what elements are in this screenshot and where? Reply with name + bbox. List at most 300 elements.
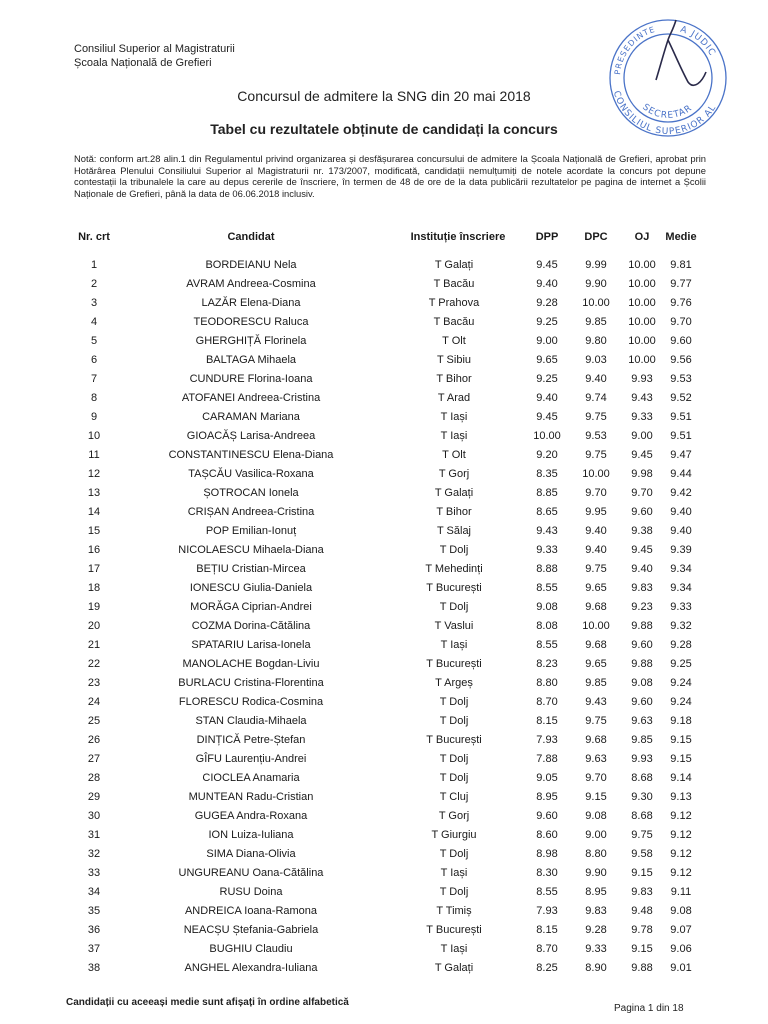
cell-candidate: STAN Claudia-Mihaela (195, 715, 307, 727)
cell-dpp: 9.40 (536, 392, 558, 404)
cell-dpc: 9.83 (585, 905, 607, 917)
table-row (0, 276, 768, 295)
column-header-candidate: Candidat (227, 231, 275, 243)
cell-dpc: 9.75 (585, 715, 607, 727)
cell-dpp: 8.60 (536, 829, 558, 841)
cell-nr: 31 (87, 829, 101, 841)
cell-dpp: 9.25 (536, 373, 558, 385)
cell-candidate: GÎFU Laurențiu-Andrei (195, 753, 307, 765)
cell-candidate: ATOFANEI Andreea-Cristina (181, 392, 321, 404)
cell-oj: 9.85 (631, 734, 653, 746)
cell-institution: T Gorj (438, 810, 470, 822)
legal-note: Notă: conform art.28 alin.1 din Regulamentul privind organizarea și desfășurarea concursului de admitere la Școala Națională de Grefieri, aprobat prin Hotărârea Plenului Consiliului Superior al Magistraturii nr. 173/2007, modificată, candidații nemulțumiți de notele acordate la concurs pot depune contestații la tribunalele la care au depus cererile de înscriere, în termen de 48 de ore de la data publicării rezultatelor pe pagina de internet a Școlii Naționale de Grefieri, până la data de 06.06.2018 inclusiv. (74, 153, 706, 200)
cell-dpp: 8.80 (536, 677, 558, 689)
cell-candidate: ION Luiza-Iuliana (208, 829, 294, 841)
column-header-medie: Medie (665, 231, 697, 243)
cell-oj: 9.43 (631, 392, 653, 404)
table-row (0, 789, 768, 808)
cell-medie: 9.12 (670, 848, 692, 860)
cell-institution: T Cluj (439, 791, 469, 803)
table-row (0, 333, 768, 352)
cell-dpp: 9.45 (536, 259, 558, 271)
cell-medie: 9.60 (670, 335, 692, 347)
cell-nr: 1 (90, 259, 98, 271)
cell-candidate: ANDREICA Ioana-Ramona (184, 905, 318, 917)
cell-medie: 9.13 (670, 791, 692, 803)
cell-oj: 9.93 (631, 753, 653, 765)
cell-dpc: 9.43 (585, 696, 607, 708)
footer-note: Candidații cu aceeași medie sunt afișați în ordine alfabetică (66, 997, 349, 1008)
cell-candidate: UNGUREANU Oana-Cătălina (178, 867, 324, 879)
cell-nr: 18 (87, 582, 101, 594)
cell-medie: 9.39 (670, 544, 692, 556)
cell-oj: 10.00 (628, 278, 656, 290)
cell-institution: T Giurgiu (431, 829, 477, 841)
cell-candidate: GUGEA Andra-Roxana (194, 810, 308, 822)
cell-medie: 9.24 (670, 696, 692, 708)
cell-medie: 9.53 (670, 373, 692, 385)
cell-oj: 9.63 (631, 715, 653, 727)
cell-institution: T Dolj (439, 544, 469, 556)
cell-institution: T Timiș (436, 905, 472, 917)
cell-institution: T Vaslui (434, 620, 474, 632)
cell-medie: 9.56 (670, 354, 692, 366)
cell-oj: 8.68 (631, 810, 653, 822)
cell-nr: 14 (87, 506, 101, 518)
cell-dpp: 8.15 (536, 715, 558, 727)
cell-institution: T Arad (437, 392, 471, 404)
cell-candidate: SPATARIU Larisa-Ionela (191, 639, 311, 651)
cell-dpc: 9.15 (585, 791, 607, 803)
cell-dpc: 9.08 (585, 810, 607, 822)
cell-candidate: TAȘCĂU Vasilica-Roxana (188, 468, 314, 480)
table-row (0, 675, 768, 694)
cell-oj: 9.88 (631, 658, 653, 670)
cell-candidate: RUSU Doina (219, 886, 283, 898)
table-row (0, 884, 768, 903)
cell-nr: 6 (90, 354, 98, 366)
cell-candidate: CARAMAN Mariana (202, 411, 300, 423)
cell-oj: 9.75 (631, 829, 653, 841)
cell-dpc: 9.90 (585, 867, 607, 879)
cell-candidate: BEȚIU Cristian-Mircea (196, 563, 306, 575)
cell-oj: 9.40 (631, 563, 653, 575)
cell-institution: T Dolj (439, 753, 469, 765)
cell-nr: 24 (87, 696, 101, 708)
cell-dpc: 9.75 (585, 411, 607, 423)
institution-header (74, 42, 235, 70)
table-row (0, 656, 768, 675)
cell-nr: 15 (87, 525, 101, 537)
cell-oj: 9.45 (631, 449, 653, 461)
cell-dpp: 8.55 (536, 886, 558, 898)
cell-dpp: 8.70 (536, 943, 558, 955)
cell-oj: 9.83 (631, 886, 653, 898)
cell-oj: 9.15 (631, 943, 653, 955)
table-title: Tabel cu rezultatele obținute de candidați la concurs (210, 121, 558, 137)
cell-dpp: 8.98 (536, 848, 558, 860)
cell-oj: 9.98 (631, 468, 653, 480)
cell-dpp: 8.55 (536, 582, 558, 594)
cell-medie: 9.51 (670, 411, 692, 423)
cell-candidate: AVRAM Andreea-Cosmina (186, 278, 316, 290)
cell-oj: 10.00 (628, 335, 656, 347)
stamp-text-mid-span: SECRETAR (640, 102, 695, 121)
cell-candidate: NICOLAESCU Mihaela-Diana (178, 544, 324, 556)
cell-dpc: 9.40 (585, 525, 607, 537)
cell-dpp: 8.08 (536, 620, 558, 632)
table-row (0, 504, 768, 523)
cell-nr: 10 (87, 430, 101, 442)
cell-dpc: 9.53 (585, 430, 607, 442)
cell-institution: T Dolj (439, 886, 469, 898)
cell-oj: 9.08 (631, 677, 653, 689)
cell-institution: T Olt (442, 449, 466, 461)
stamp-text-left-span: PRESEDINTE (613, 24, 657, 76)
cell-dpc: 8.80 (585, 848, 607, 860)
cell-candidate: CUNDURE Florina-Ioana (189, 373, 313, 385)
cell-dpc: 9.75 (585, 563, 607, 575)
page-number: Pagina 1 din 18 (614, 1003, 684, 1014)
cell-oj: 10.00 (628, 354, 656, 366)
cell-nr: 27 (87, 753, 101, 765)
cell-nr: 21 (87, 639, 101, 651)
cell-oj: 9.58 (631, 848, 653, 860)
cell-oj: 9.88 (631, 962, 653, 974)
cell-oj: 9.83 (631, 582, 653, 594)
cell-dpc: 9.40 (585, 544, 607, 556)
cell-candidate: MUNTEAN Radu-Cristian (188, 791, 314, 803)
cell-candidate: CIOCLEA Anamaria (202, 772, 300, 784)
cell-nr: 7 (90, 373, 98, 385)
cell-institution: T Argeș (435, 677, 473, 689)
table-row (0, 922, 768, 941)
cell-nr: 2 (90, 278, 98, 290)
cell-dpc: 9.68 (585, 734, 607, 746)
cell-dpc: 9.28 (585, 924, 607, 936)
cell-nr: 29 (87, 791, 101, 803)
cell-institution: T Galați (434, 962, 474, 974)
cell-institution: T București (426, 658, 482, 670)
cell-oj: 9.38 (631, 525, 653, 537)
cell-medie: 9.34 (670, 563, 692, 575)
cell-candidate: FLORESCU Rodica-Cosmina (178, 696, 324, 708)
cell-dpp: 7.88 (536, 753, 558, 765)
table-row (0, 485, 768, 504)
cell-candidate: MANOLACHE Bogdan-Liviu (182, 658, 320, 670)
cell-dpc: 10.00 (582, 297, 610, 309)
cell-nr: 38 (87, 962, 101, 974)
cell-medie: 9.28 (670, 639, 692, 651)
cell-dpp: 9.25 (536, 316, 558, 328)
cell-dpp: 8.88 (536, 563, 558, 575)
cell-medie: 9.70 (670, 316, 692, 328)
cell-dpp: 9.00 (536, 335, 558, 347)
cell-dpc: 9.03 (585, 354, 607, 366)
cell-candidate: IONESCU Giulia-Daniela (189, 582, 313, 594)
cell-medie: 9.14 (670, 772, 692, 784)
table-row (0, 941, 768, 960)
cell-dpp: 9.43 (536, 525, 558, 537)
stamp-inner-ring (624, 34, 712, 122)
table-row (0, 409, 768, 428)
table-row (0, 523, 768, 542)
institution-line-2: Școala Națională de Grefieri (74, 57, 212, 69)
cell-dpp: 8.30 (536, 867, 558, 879)
cell-institution: T Bihor (436, 373, 472, 385)
cell-oj: 10.00 (628, 259, 656, 271)
cell-dpc: 9.65 (585, 582, 607, 594)
cell-dpc: 9.68 (585, 601, 607, 613)
cell-dpp: 9.65 (536, 354, 558, 366)
cell-oj: 9.70 (631, 487, 653, 499)
cell-candidate: NEACȘU Ștefania-Gabriela (183, 924, 319, 936)
cell-dpp: 9.28 (536, 297, 558, 309)
cell-dpc: 9.99 (585, 259, 607, 271)
cell-dpp: 9.05 (536, 772, 558, 784)
cell-medie: 9.15 (670, 753, 692, 765)
cell-dpc: 8.90 (585, 962, 607, 974)
cell-medie: 9.12 (670, 810, 692, 822)
cell-institution: T Dolj (439, 848, 469, 860)
cell-dpc: 9.75 (585, 449, 607, 461)
table-row (0, 580, 768, 599)
cell-nr: 35 (87, 905, 101, 917)
cell-medie: 9.24 (670, 677, 692, 689)
cell-nr: 22 (87, 658, 101, 670)
cell-nr: 4 (90, 316, 98, 328)
table-row (0, 428, 768, 447)
table-row (0, 827, 768, 846)
cell-dpp: 8.95 (536, 791, 558, 803)
cell-nr: 34 (87, 886, 101, 898)
cell-medie: 9.76 (670, 297, 692, 309)
cell-dpp: 9.08 (536, 601, 558, 613)
cell-dpp: 8.23 (536, 658, 558, 670)
cell-nr: 28 (87, 772, 101, 784)
cell-candidate: BUGHIU Claudiu (209, 943, 293, 955)
cell-dpp: 8.15 (536, 924, 558, 936)
cell-oj: 9.23 (631, 601, 653, 613)
cell-institution: T Iași (440, 430, 468, 442)
stamp-text-top-span: A JUDIC (678, 24, 718, 59)
cell-candidate: POP Emilian-Ionuț (205, 525, 297, 537)
cell-dpc: 9.95 (585, 506, 607, 518)
cell-dpc: 9.74 (585, 392, 607, 404)
cell-oj: 10.00 (628, 297, 656, 309)
cell-candidate: COZMA Dorina-Cătălina (191, 620, 311, 632)
cell-candidate: CRIȘAN Andreea-Cristina (187, 506, 315, 518)
cell-dpc: 9.85 (585, 316, 607, 328)
cell-medie: 9.07 (670, 924, 692, 936)
cell-nr: 16 (87, 544, 101, 556)
cell-medie: 9.47 (670, 449, 692, 461)
cell-institution: T Olt (442, 335, 466, 347)
column-header-dpc: DPC (584, 231, 608, 243)
cell-dpc: 9.70 (585, 487, 607, 499)
cell-medie: 9.11 (670, 886, 692, 898)
cell-institution: T Galați (434, 487, 474, 499)
cell-nr: 11 (88, 449, 100, 461)
table-row (0, 903, 768, 922)
cell-candidate: DINȚICĂ Petre-Ștefan (196, 734, 306, 746)
cell-oj: 9.60 (631, 506, 653, 518)
cell-dpc: 9.40 (585, 373, 607, 385)
table-row (0, 314, 768, 333)
cell-dpp: 10.00 (533, 430, 561, 442)
cell-institution: T Dolj (439, 772, 469, 784)
cell-candidate: BALTAGA Mihaela (205, 354, 297, 366)
cell-institution: T Iași (440, 411, 468, 423)
cell-institution: T Mehedinți (425, 563, 483, 575)
cell-nr: 5 (90, 335, 98, 347)
document-title: Concursul de admitere la SNG din 20 mai 2018 (237, 88, 531, 104)
cell-dpp: 8.55 (536, 639, 558, 651)
cell-dpc: 9.70 (585, 772, 607, 784)
cell-dpp: 7.93 (536, 905, 558, 917)
cell-oj: 8.68 (631, 772, 653, 784)
cell-institution: T Iași (440, 867, 468, 879)
cell-nr: 8 (90, 392, 98, 404)
cell-medie: 9.08 (670, 905, 692, 917)
cell-medie: 9.12 (670, 829, 692, 841)
cell-dpp: 8.70 (536, 696, 558, 708)
stamp-text-bottom-span: CONSILIUL SUPERIOR AL (610, 89, 719, 138)
cell-candidate: MORĂGA Ciprian-Andrei (190, 601, 312, 613)
results-table-body (0, 257, 768, 979)
cell-institution: T București (426, 582, 482, 594)
table-row (0, 599, 768, 618)
table-row (0, 257, 768, 276)
cell-medie: 9.32 (670, 620, 692, 632)
table-row (0, 846, 768, 865)
cell-candidate: GIOACĂȘ Larisa-Andreea (186, 430, 316, 442)
table-row (0, 352, 768, 371)
cell-medie: 9.40 (670, 525, 692, 537)
cell-oj: 9.78 (631, 924, 653, 936)
cell-candidate: CONSTANTINESCU Elena-Diana (168, 449, 334, 461)
cell-medie: 9.12 (670, 867, 692, 879)
cell-institution: T Iași (440, 943, 468, 955)
cell-oj: 10.00 (628, 316, 656, 328)
table-row (0, 295, 768, 314)
table-row (0, 732, 768, 751)
cell-oj: 9.60 (631, 639, 653, 651)
cell-nr: 12 (87, 468, 101, 480)
cell-oj: 9.30 (631, 791, 653, 803)
cell-candidate: LAZĂR Elena-Diana (201, 297, 301, 309)
cell-dpp: 7.93 (536, 734, 558, 746)
cell-medie: 9.25 (670, 658, 692, 670)
cell-dpp: 8.85 (536, 487, 558, 499)
cell-oj: 9.93 (631, 373, 653, 385)
cell-candidate: ANGHEL Alexandra-Iuliana (184, 962, 318, 974)
cell-candidate: GHERGHIȚĂ Florinela (195, 335, 307, 347)
cell-dpp: 9.45 (536, 411, 558, 423)
cell-dpp: 9.40 (536, 278, 558, 290)
cell-medie: 9.34 (670, 582, 692, 594)
cell-dpc: 9.00 (585, 829, 607, 841)
cell-medie: 9.15 (670, 734, 692, 746)
cell-candidate: TEODORESCU Raluca (193, 316, 309, 328)
table-row (0, 637, 768, 656)
cell-institution: T București (426, 734, 482, 746)
cell-nr: 9 (90, 411, 98, 423)
cell-nr: 13 (87, 487, 101, 499)
cell-dpc: 9.68 (585, 639, 607, 651)
cell-institution: T Sălaj (436, 525, 472, 537)
table-row (0, 751, 768, 770)
cell-medie: 9.33 (670, 601, 692, 613)
cell-institution: T Bihor (436, 506, 472, 518)
cell-nr: 25 (87, 715, 101, 727)
cell-nr: 32 (87, 848, 101, 860)
cell-institution: T Dolj (439, 601, 469, 613)
cell-medie: 9.51 (670, 430, 692, 442)
cell-institution: T Dolj (439, 696, 469, 708)
cell-medie: 9.77 (670, 278, 692, 290)
table-row (0, 390, 768, 409)
cell-oj: 9.00 (631, 430, 653, 442)
cell-institution: T Iași (440, 639, 468, 651)
cell-medie: 9.42 (670, 487, 692, 499)
table-row (0, 466, 768, 485)
cell-nr: 23 (87, 677, 101, 689)
table-row (0, 371, 768, 390)
column-header-institution: Instituție înscriere (410, 231, 506, 243)
cell-dpc: 9.85 (585, 677, 607, 689)
cell-dpp: 9.60 (536, 810, 558, 822)
cell-nr: 17 (87, 563, 101, 575)
table-row (0, 865, 768, 884)
table-row (0, 694, 768, 713)
cell-nr: 30 (87, 810, 101, 822)
cell-institution: T Gorj (438, 468, 470, 480)
cell-candidate: BORDEIANU Nela (205, 259, 297, 271)
stamp-text-top (679, 25, 717, 58)
cell-institution: T București (426, 924, 482, 936)
cell-dpp: 9.33 (536, 544, 558, 556)
cell-nr: 20 (87, 620, 101, 632)
cell-nr: 33 (87, 867, 101, 879)
cell-oj: 9.33 (631, 411, 653, 423)
cell-nr: 37 (87, 943, 101, 955)
cell-institution: T Dolj (439, 715, 469, 727)
cell-nr: 26 (87, 734, 101, 746)
column-header-dpp: DPP (535, 231, 559, 243)
cell-dpp: 9.20 (536, 449, 558, 461)
cell-medie: 9.06 (670, 943, 692, 955)
table-row (0, 618, 768, 637)
cell-dpc: 9.33 (585, 943, 607, 955)
cell-dpc: 9.65 (585, 658, 607, 670)
cell-dpp: 8.25 (536, 962, 558, 974)
cell-oj: 9.15 (631, 867, 653, 879)
table-row (0, 770, 768, 789)
table-row (0, 542, 768, 561)
cell-medie: 9.18 (670, 715, 692, 727)
cell-institution: T Bacău (433, 316, 475, 328)
table-row (0, 561, 768, 580)
table-row (0, 960, 768, 979)
cell-dpc: 10.00 (582, 620, 610, 632)
cell-oj: 9.88 (631, 620, 653, 632)
cell-medie: 9.01 (670, 962, 692, 974)
cell-dpp: 8.65 (536, 506, 558, 518)
table-row (0, 713, 768, 732)
cell-medie: 9.40 (670, 506, 692, 518)
table-row (0, 808, 768, 827)
